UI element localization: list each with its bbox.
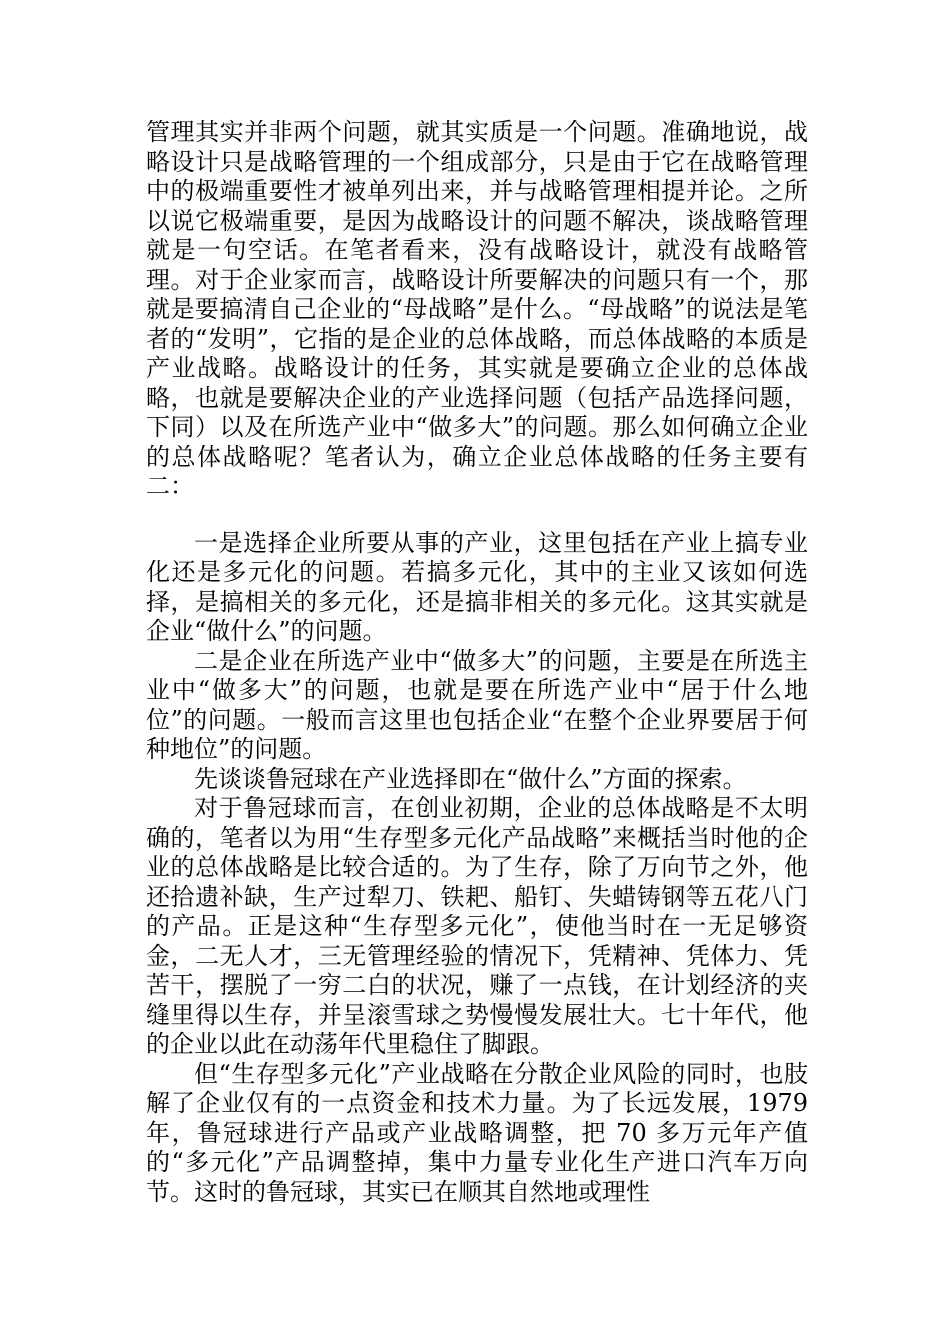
- paragraph-survival-diversification: 对于鲁冠球而言，在创业初期，企业的总体战略是不太明确的，笔者以为用“生存型多元化产品战略”来概括当时他的企业的总体战略是比较合适的。为了生存，除了万向节之外，他还拾遗补缺，生产过犁刀、铁耙、船钉、失蜡铸钢等五花八门的产品。正是这种“生存型多元化”，使他当时在一无足够资金，二无人才，三无管理经验的情况下，凭精神、凭体力、凭苦干，摆脱了一穷二白的状况，赚了一点钱，在计划经济的夹缝里得以生存，并呈滚雪球之势慢慢发展壮大。七十年代，他的企业以此在动荡年代里稳住了脚跟。: [146, 794, 808, 1058]
- document-page: [146, 118, 808, 1207]
- paragraph-industry-choice-intro: 先谈谈鲁冠球在产业选择即在“做什么”方面的探索。: [194, 764, 747, 793]
- paragraph-task-one: 一是选择企业所要从事的产业，这里包括在产业上搞专业化还是多元化的问题。若搞多元化，其中的主业又该如何选择，是搞相关的多元化，还是搞非相关的多元化。这其实就是企业“做什么”的问题。: [146, 528, 808, 645]
- paragraph-task-two: 二是企业在所选产业中“做多大”的问题，主要是在所选主业中“做多大”的问题，也就是要在所选产业中“居于什么地位”的问题。一般而言这里也包括企业“在整个企业界要居于何种地位”的问题。: [146, 646, 808, 763]
- paragraph-strategy-adjustment: 但“生存型多元化”产业战略在分散企业风险的同时，也肢解了企业仅有的一点资金和技术力量。为了长远发展，1979 年，鲁冠球进行产品或产业战略调整，把 70 多万元年产值的“多元化”产品调整掉，集中力量专业化生产进口汽车万向节。这时的鲁冠球，其实已在顺其自然地或理性: [146, 1059, 808, 1206]
- paragraph-strategy-overview: 管理其实并非两个问题，就其实质是一个问题。准确地说，战略设计只是战略管理的一个组成部分，只是由于它在战略管理中的极端重要性才被单列出来，并与战略管理相提并论。之所以说它极端重要，是因为战略设计的问题不解决，谈战略管理就是一句空话。在笔者看来，没有战略设计，就没有战略管理。对于企业家而言，战略设计所要解决的问题只有一个，那就是要搞清自己企业的“母战略”是什么。“母战略”的说法是笔者的“发明”，它指的是企业的总体战略，而总体战略的本质是产业战略。战略设计的任务，其实就是要确立企业的总体战略，也就是要解决企业的产业选择问题（包括产品选择问题，下同）以及在所选产业中“做多大”的问题。那么如何确立企业的总体战略呢？笔者认为，确立企业总体战略的任务主要有二：: [146, 118, 808, 500]
